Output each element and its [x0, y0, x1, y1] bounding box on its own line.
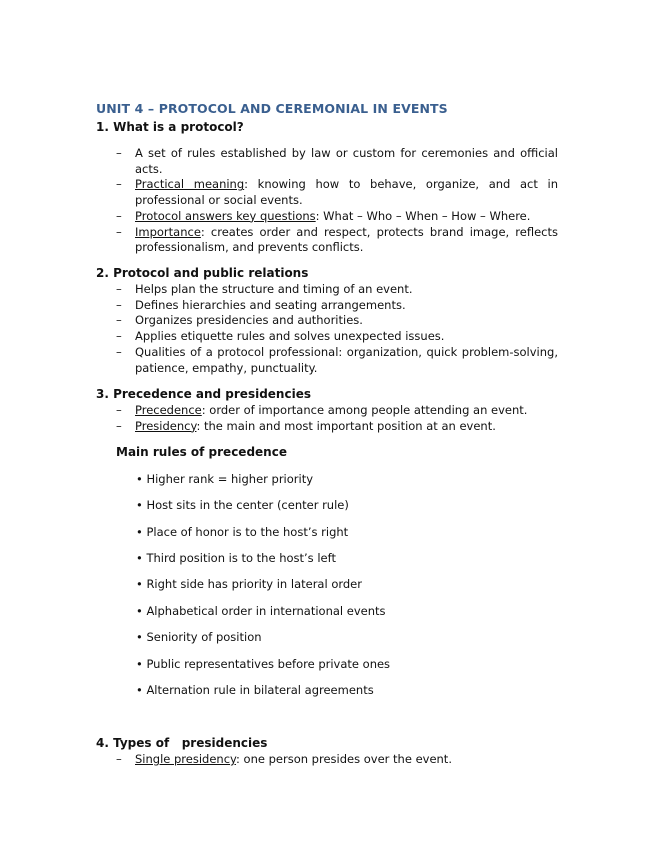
item-text: Helps plan the structure and timing of an event.: [135, 282, 413, 296]
section-3-heading: 3. Precedence and presidencies: [96, 387, 311, 401]
item-term: Presidency: [135, 418, 197, 433]
list-item: [116, 419, 558, 435]
list-item: [116, 752, 558, 768]
list-item: [116, 225, 558, 256]
item-text: : knowing how to behave, organize, and act in professional or social events.: [135, 177, 558, 208]
item-text: Defines hierarchies and seating arrangements.: [135, 297, 406, 312]
section-4-heading: 4. Types of presidencies: [96, 736, 268, 750]
unit-title: UNIT 4 – PROTOCOL AND CEREMONIAL IN EVENTS: [96, 101, 448, 116]
rule-item: • Place of honor is to the host’s right: [136, 525, 349, 539]
list-item: [116, 329, 558, 345]
rule-item: • Alphabetical order in international events: [136, 604, 386, 618]
dash-marker: –: [116, 282, 122, 296]
list-item: [116, 209, 558, 225]
section-4-list: [116, 752, 558, 768]
dash-marker: –: [116, 344, 122, 359]
list-item: [116, 282, 558, 298]
item-text: : creates order and respect, protects brand image, reflects professionalism, and prevents conflicts.: [135, 224, 558, 255]
dash-marker: –: [116, 297, 122, 312]
item-term: Practical meaning: [135, 177, 245, 192]
dash-marker: –: [116, 224, 122, 239]
rule-item: • Higher rank = higher priority: [136, 472, 314, 486]
item-text: : one person presides over the event.: [236, 752, 452, 766]
rule-item: • Seniority of position: [136, 630, 262, 644]
list-item: [116, 403, 558, 419]
item-text: Applies etiquette rules and solves unexpected issues.: [135, 329, 445, 344]
section-2-list: [116, 282, 558, 376]
list-item: [116, 177, 558, 208]
rule-item: • Host sits in the center (center rule): [136, 498, 349, 512]
rule-item: • Public representatives before private ones: [136, 657, 391, 671]
rule-item: • Alternation rule in bilateral agreements: [136, 683, 374, 697]
precedence-rules-heading: Main rules of precedence: [116, 445, 287, 459]
item-text: A set of rules established by law or custom for ceremonies and official acts.: [135, 146, 558, 176]
item-text: Qualities of a protocol professional: organization, quick problem-solving, patience, empathy, punctuality.: [135, 344, 558, 375]
item-term: Precedence: [135, 403, 202, 417]
list-item: [116, 313, 558, 329]
dash-marker: –: [116, 418, 122, 433]
item-term: Single presidency: [135, 752, 237, 766]
dash-marker: –: [116, 313, 122, 328]
dash-marker: –: [116, 208, 122, 223]
dash-marker: –: [116, 403, 122, 417]
dash-marker: –: [116, 329, 122, 344]
section-1-list: [116, 146, 558, 256]
item-text: : order of importance among people attending an event.: [201, 403, 528, 417]
rule-item: • Third position is to the host’s left: [136, 551, 336, 565]
section-2-heading: 2. Protocol and public relations: [96, 266, 309, 280]
item-text: : What – Who – When – How – Where.: [315, 208, 531, 223]
dash-marker: –: [116, 177, 122, 192]
section-1-heading: 1. What is a protocol?: [96, 120, 244, 134]
list-item: [116, 146, 558, 177]
list-item: [116, 345, 558, 376]
section-3-list: [116, 403, 558, 434]
dash-marker: –: [116, 146, 122, 160]
item-text: : the main and most important position at an event.: [196, 418, 496, 433]
item-term: Importance: [135, 224, 201, 239]
dash-marker: –: [116, 752, 122, 766]
item-term: Protocol answers key questions: [135, 208, 316, 223]
rule-item: • Right side has priority in lateral order: [136, 577, 362, 591]
item-text: Organizes presidencies and authorities.: [135, 313, 363, 328]
list-item: [116, 298, 558, 314]
